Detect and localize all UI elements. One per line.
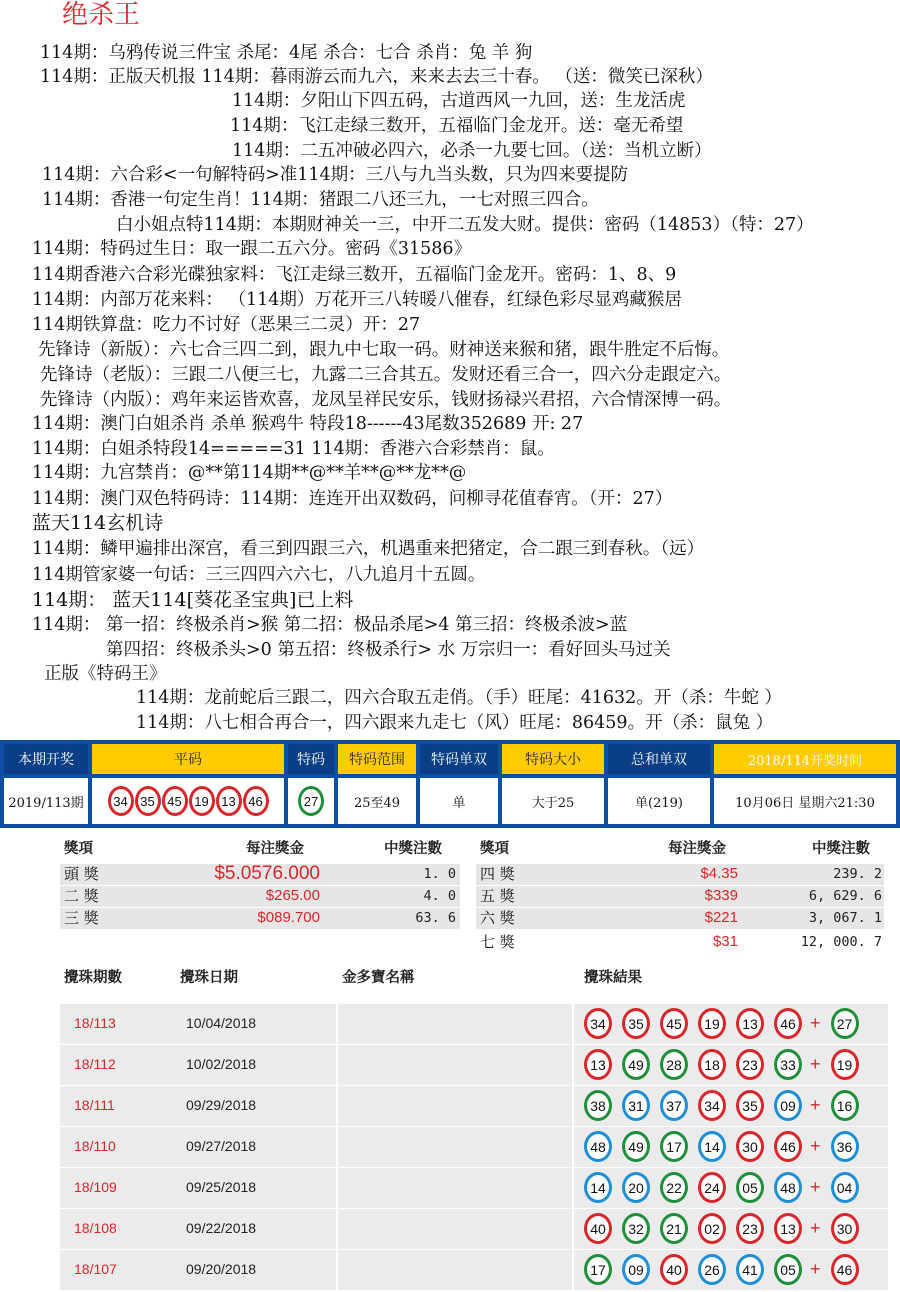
column-divider	[572, 1250, 574, 1290]
prize-header-count: 中獎注數	[384, 840, 442, 857]
column-divider	[336, 1127, 338, 1167]
text-line: 114期：白姐杀特段14=====31 114期：香港六合彩禁肖：鼠。	[32, 439, 555, 459]
prize-name: 六 獎	[480, 909, 515, 927]
normal-ball: 48	[774, 1172, 802, 1203]
header-special-odd-even: 特码单双	[420, 744, 498, 774]
history-period: 18/108	[74, 1220, 117, 1236]
column-divider	[336, 1004, 338, 1044]
prize-count: 1. 0	[423, 866, 456, 882]
column-divider	[572, 1127, 574, 1167]
draw-time-value: 10月06日 星期六21:30	[714, 778, 896, 824]
normal-ball: 46	[243, 786, 269, 816]
text-line: 114期：八七相合再合一，四六跟来九走七（风）旺尾：86459。开（杀：鼠兔 ）	[136, 713, 774, 733]
normal-ball: 49	[622, 1131, 650, 1162]
text-line: 114期：夕阳山下四五码，古道西风一九回，送：生龙活虎	[232, 91, 686, 111]
history-header-result: 攪珠結果	[584, 969, 642, 986]
text-line: 114期：内部万花来料： （114期）万花开三八转暖八催春，红绿色彩尽显鸡藏猴居	[32, 290, 682, 310]
plus-sign: +	[810, 1259, 821, 1279]
normal-ball: 13	[736, 1008, 764, 1039]
normal-ball: 34	[108, 786, 134, 816]
normal-ball: 19	[698, 1008, 726, 1039]
normal-ball: 20	[622, 1172, 650, 1203]
special-ball: 19	[831, 1049, 859, 1080]
prize-money: $4.35	[700, 865, 738, 882]
prize-name: 七 獎	[480, 933, 515, 951]
special-ball: 36	[831, 1131, 859, 1162]
normal-ball: 31	[622, 1090, 650, 1121]
history-period: 18/113	[74, 1015, 116, 1031]
prize-name: 五 獎	[480, 887, 515, 905]
prize-header-name: 獎項	[480, 840, 509, 857]
history-row	[60, 1209, 888, 1249]
text-line: 114期管家婆一句话：三三四四六六七，八九追月十五圆。	[32, 565, 486, 585]
normal-ball: 09	[774, 1090, 802, 1121]
normal-ball: 35	[622, 1008, 650, 1039]
prize-money: $089.700	[257, 909, 320, 926]
text-line: 先锋诗（内版）：鸡年来运皆欢喜，龙凤呈祥民安乐，钱财扬禄兴君招，六合情深博一码。	[40, 390, 732, 410]
normal-ball: 13	[774, 1213, 802, 1244]
prize-count: 63. 6	[415, 910, 456, 926]
normal-ball: 17	[584, 1254, 612, 1285]
history-balls	[584, 1213, 859, 1244]
text-line: 114期：九宫禁肖：@**第114期**@**羊**@**龙**@	[32, 463, 467, 483]
history-date: 09/27/2018	[186, 1138, 257, 1154]
normal-ball: 41	[736, 1254, 764, 1285]
column-divider	[336, 1086, 338, 1126]
page-title: 绝杀王	[62, 0, 141, 30]
prize-header-count: 中獎注數	[812, 840, 870, 857]
special-ball: 27	[298, 786, 324, 816]
normal-ball: 18	[698, 1049, 726, 1080]
normal-ball: 14	[584, 1172, 612, 1203]
history-period: 18/109	[74, 1179, 117, 1195]
column-divider	[572, 1209, 574, 1249]
history-row	[60, 1127, 888, 1167]
normal-ball: 02	[698, 1213, 726, 1244]
history-row	[60, 1004, 888, 1044]
normal-ball: 13	[216, 786, 242, 816]
column-divider	[336, 1209, 338, 1249]
text-line: 114期：龙前蛇后三跟二，四六合取五走俏。（手）旺尾：41632。开（杀：牛蛇 ）	[136, 688, 782, 708]
column-divider	[336, 1250, 338, 1290]
normal-ball: 37	[660, 1090, 688, 1121]
text-line: 114期：乌鸦传说三件宝 杀尾：4尾 杀合：七合 杀肖：兔 羊 狗	[40, 43, 533, 63]
normal-ball: 40	[660, 1254, 688, 1285]
special-ball: 16	[831, 1090, 859, 1121]
text-line: 114期：澳门白姐杀肖 杀单 猴鸡牛 特段18------43尾数352689 开: 27	[32, 414, 584, 434]
header-normal-numbers: 平码	[92, 744, 284, 774]
text-line: 114期：澳门双色特码诗：114期：连连开出双数码，问柳寻花值春宵。（开：27）	[32, 489, 673, 509]
text-line: 114期：香港一句定生肖！114期：猪跟二八还三九，一七对照三四合。	[42, 190, 599, 210]
history-date: 09/25/2018	[186, 1179, 257, 1195]
history-row	[60, 1168, 888, 1208]
prize-money: $5.0576.000	[214, 863, 320, 884]
normal-ball: 35	[135, 786, 161, 816]
text-line: 蓝天114玄机诗	[32, 512, 164, 534]
normal-ball: 46	[774, 1008, 802, 1039]
text-line: 先锋诗（老版）：三跟二八便三七，九露二三合其五。发财还看三合一，四六分走跟定六。	[40, 365, 732, 385]
prize-money: $339	[704, 887, 738, 904]
history-balls	[584, 1254, 859, 1285]
plus-sign: +	[810, 1218, 821, 1238]
prize-header-name: 獎項	[64, 840, 93, 857]
history-balls	[584, 1090, 859, 1121]
history-date: 09/20/2018	[186, 1261, 257, 1277]
normal-ball: 23	[736, 1049, 764, 1080]
history-row	[60, 1086, 888, 1126]
normal-ball: 05	[736, 1172, 764, 1203]
header-special-number: 特码	[288, 744, 334, 774]
prize-count: 239. 2	[833, 866, 882, 882]
normal-ball: 30	[736, 1131, 764, 1162]
history-balls	[584, 1131, 859, 1162]
prize-name: 頭 獎	[64, 865, 99, 883]
prize-name: 二 獎	[64, 887, 99, 905]
prize-count: 4. 0	[423, 888, 456, 904]
prize-header-money: 每注獎金	[668, 840, 726, 857]
history-row	[60, 1045, 888, 1085]
header-special-big-small: 特码大小	[502, 744, 604, 774]
normal-ball: 13	[584, 1049, 612, 1080]
normal-ball: 33	[774, 1049, 802, 1080]
history-balls	[584, 1172, 859, 1203]
prize-header-money: 每注獎金	[246, 840, 304, 857]
text-line: 114期：正版天机报 114期：暮雨游云而九六，来来去去三十春。 （送：微笑已深秋）	[40, 67, 713, 87]
plus-sign: +	[810, 1054, 821, 1074]
history-date: 10/02/2018	[186, 1056, 257, 1072]
history-header-period: 攪珠期數	[64, 969, 122, 986]
history-period: 18/112	[74, 1056, 116, 1072]
text-line: 114期： 第一招：终极杀肖>猴 第二招：极品杀尾>4 第三招：终极杀波>蓝	[32, 615, 628, 635]
normal-ball: 28	[660, 1049, 688, 1080]
special-ball: 04	[831, 1172, 859, 1203]
history-header-name: 金多寶名稱	[342, 969, 415, 986]
history-balls	[584, 1008, 859, 1039]
normal-ball: 26	[698, 1254, 726, 1285]
history-period: 18/111	[74, 1097, 115, 1113]
text-line: 114期：二五冲破必四六，必杀一九要七回。（送：当机立断）	[232, 141, 712, 161]
text-line: 114期香港六合彩光碟独家料：飞江走绿三数开，五福临门金龙开。密码：1、8、9	[32, 265, 677, 285]
draw-result-table	[0, 740, 900, 828]
special-odd-even-value: 单	[420, 778, 498, 824]
normal-ball: 48	[584, 1131, 612, 1162]
normal-ball: 22	[660, 1172, 688, 1203]
prize-count: 6, 629. 6	[808, 888, 882, 904]
header-current-draw: 本期开奖	[4, 744, 88, 774]
normal-balls	[92, 778, 284, 824]
history-period: 18/110	[74, 1138, 116, 1154]
normal-ball: 40	[584, 1213, 612, 1244]
special-big-small-value: 大于25	[502, 778, 604, 824]
plus-sign: +	[810, 1095, 821, 1115]
history-date: 09/22/2018	[186, 1220, 257, 1236]
normal-ball: 34	[698, 1090, 726, 1121]
text-line: 114期：六合彩<一句解特码>准114期：三八与九当头数，只为四来要提防	[42, 165, 629, 185]
header-sum-odd-even: 总和单双	[608, 744, 710, 774]
plus-sign: +	[810, 1177, 821, 1197]
normal-ball: 23	[736, 1213, 764, 1244]
history-date: 10/04/2018	[186, 1015, 257, 1031]
column-divider	[336, 1168, 338, 1208]
normal-ball: 35	[736, 1090, 764, 1121]
special-ball: 30	[831, 1213, 859, 1244]
special-ball-cell	[288, 778, 334, 824]
column-divider	[572, 1168, 574, 1208]
text-line: 114期铁算盘：吃力不讨好（恶果三二灵）开：27	[32, 315, 421, 335]
normal-ball: 45	[162, 786, 188, 816]
prize-name: 三 獎	[64, 909, 99, 927]
normal-ball: 49	[622, 1049, 650, 1080]
normal-ball: 46	[774, 1131, 802, 1162]
column-divider	[572, 1086, 574, 1126]
header-draw-time: 2018/114开奖时间	[714, 744, 896, 774]
normal-ball: 14	[698, 1131, 726, 1162]
prize-money: $265.00	[265, 887, 320, 904]
normal-ball: 21	[660, 1213, 688, 1244]
plus-sign: +	[810, 1136, 821, 1156]
normal-ball: 34	[584, 1008, 612, 1039]
column-divider	[572, 1004, 574, 1044]
text-line: 白小姐点特114期：本期财神关一三，中开二五发大财。提供：密码（14853）（特：27）	[116, 215, 814, 235]
normal-ball: 45	[660, 1008, 688, 1039]
normal-ball: 17	[660, 1131, 688, 1162]
history-row	[60, 1250, 888, 1290]
normal-ball: 09	[622, 1254, 650, 1285]
special-range-value: 25至49	[338, 778, 416, 824]
text-line: 114期：特码过生日：取一跟二五六分。密码《31586》	[32, 239, 472, 259]
text-line: 先锋诗（新版）：六七合三四二到，跟九中七取一码。财神送来猴和猪，跟牛胜定不后悔。	[38, 340, 730, 360]
sum-odd-even-value: 单(219)	[608, 778, 710, 824]
prize-count: 12, 000. 7	[800, 934, 882, 950]
text-line: 114期：飞江走绿三数开，五福临门金龙开。送：毫无希望	[230, 116, 684, 136]
prize-count: 3, 067. 1	[808, 910, 882, 926]
history-date: 09/29/2018	[186, 1097, 257, 1113]
normal-ball: 05	[774, 1254, 802, 1285]
text-line: 第四招：终极杀头>0 第五招：终极杀行> 水 万宗归一：看好回头马过关	[106, 640, 671, 660]
history-period: 18/107	[74, 1261, 117, 1277]
text-line: 114期： 蓝天114[葵花圣宝典]已上料	[32, 589, 354, 611]
normal-ball: 32	[622, 1213, 650, 1244]
column-divider	[336, 1045, 338, 1085]
header-special-range: 特码范围	[338, 744, 416, 774]
prize-name: 四 獎	[480, 865, 515, 883]
normal-ball: 19	[189, 786, 215, 816]
prize-money: $31	[712, 933, 738, 950]
history-balls	[584, 1049, 859, 1080]
special-ball: 46	[831, 1254, 859, 1285]
history-header-date: 攪珠日期	[180, 969, 238, 986]
special-ball: 27	[831, 1008, 859, 1039]
text-line: 正版《特码王》	[44, 664, 167, 684]
text-line: 114期：鳞甲遍排出深宫，看三到四跟三六，机遇重来把猪定，合二跟三到春秋。（远）	[32, 539, 705, 559]
prize-money: $221	[704, 909, 738, 926]
normal-ball: 38	[584, 1090, 612, 1121]
draw-period: 2019/113期	[4, 778, 88, 824]
normal-ball: 24	[698, 1172, 726, 1203]
column-divider	[572, 1045, 574, 1085]
plus-sign: +	[810, 1013, 821, 1033]
